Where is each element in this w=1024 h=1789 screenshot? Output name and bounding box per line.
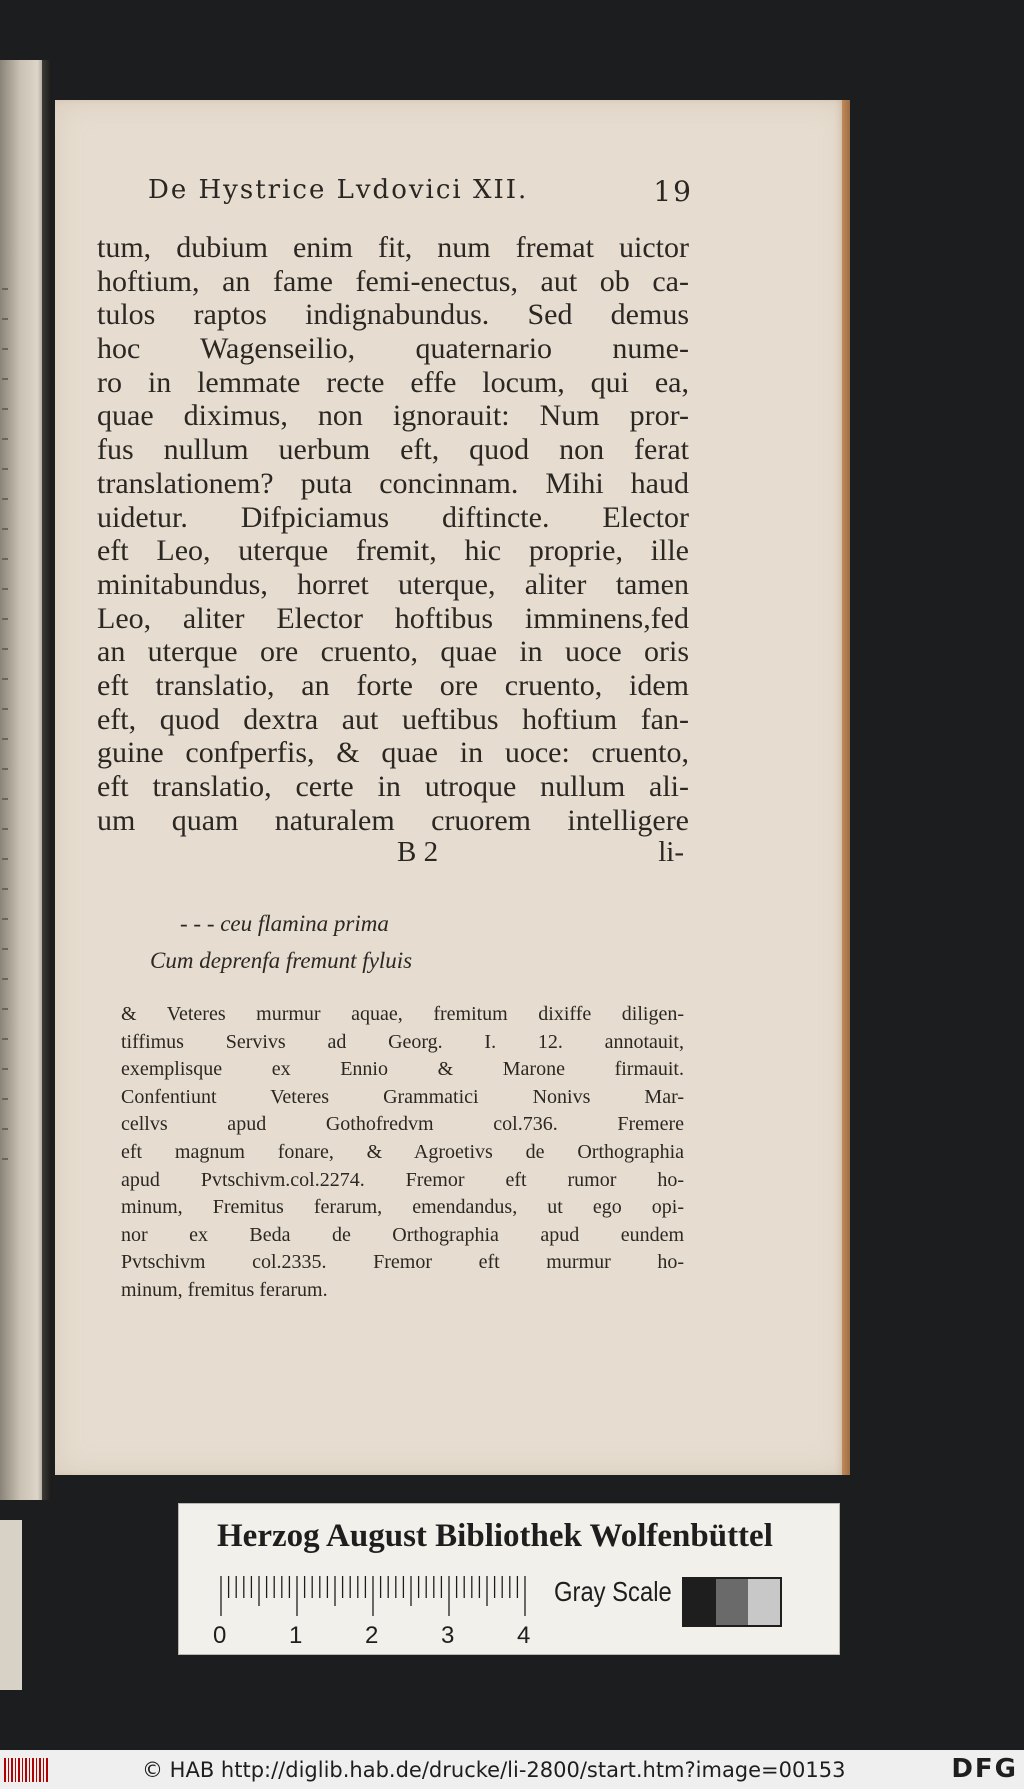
library-name: Herzog August Bibliothek Wolfenbüttel (217, 1518, 773, 1554)
gray-swatch-light (748, 1579, 780, 1625)
note-line: exemplisque ex Ennio & Marone firmauit. (121, 1058, 684, 1081)
text-line: translationem? puta concinnam. Mihi haud (97, 466, 689, 500)
running-header (93, 175, 693, 215)
text-line: ro in lemmate recte effe locum, qui ea, (97, 365, 689, 399)
page-number: 19 (653, 175, 693, 208)
catchword: li- (658, 836, 684, 868)
ruler-number: 3 (441, 1622, 455, 1649)
verse-quote (150, 905, 710, 979)
ruler-number: 0 (213, 1622, 227, 1649)
text-line: Leo, aliter Elector hoftibus imminens,fed (97, 601, 689, 635)
text-line: tulos raptos indignabundus. Sed demus (97, 298, 689, 332)
note-line: tiffimus Servivs ad Georg. I. 12. annotauit, (121, 1030, 684, 1053)
text-line: hoftium, an fame femi-enectus, aut ob ca- (97, 264, 689, 298)
text-line: tum, dubium enim fit, num fremat uictor (97, 231, 689, 264)
gray-scale-swatch (682, 1577, 782, 1627)
note-line: Confentiunt Veteres Grammatici Nonivs Mar- (121, 1085, 684, 1108)
note-line: minum, fremitus ferarum. (121, 1278, 328, 1301)
verse-line: Cum deprenfa fremunt fyluis (150, 948, 413, 973)
text-line: an uterque ore cruento, quae in uoce oris (97, 635, 689, 669)
text-line: uidetur. Difpiciamus diftincte. Elector (97, 500, 689, 534)
main-text (97, 231, 689, 837)
note-line: nor ex Beda de Orthographia apud eundem (121, 1223, 684, 1246)
text-line: fus nullum uerbum eft, quod non ferat (97, 433, 689, 467)
dfg-logo: DFG (951, 1754, 1018, 1784)
text-line: hoc Wagenseilio, quaternario nume- (97, 332, 689, 366)
gray-swatch-mid (716, 1579, 748, 1625)
text-line: quae diximus, non ignorauit: Num pror- (97, 399, 689, 433)
library-color-card (178, 1503, 840, 1655)
note-line: apud Pvtschivm.col.2274. Fremor eft rumor ho- (121, 1168, 684, 1191)
note-line: & Veteres murmur aquae, fremitum dixiffe diligen- (121, 1003, 684, 1025)
gray-scale-label: Gray Scale (554, 1576, 672, 1607)
note-line: minum, Fremitus ferarum, emendandus, ut ego opi- (121, 1196, 684, 1219)
note-line: eft magnum fonare, & Agroetivs de Orthographia (121, 1140, 684, 1163)
note-line: cellvs apud Gothofredvm col.736. Fremere (121, 1113, 684, 1136)
text-line: eft translatio, an forte ore cruento, idem (97, 668, 689, 702)
previous-page-tab (0, 1520, 22, 1690)
footer-bar (0, 1750, 1024, 1789)
text-line: minitabundus, horret uterque, aliter tamen (97, 567, 689, 601)
ruler-number: 1 (289, 1622, 303, 1649)
verse-line: - - - ceu flamina prima (180, 911, 389, 936)
gray-swatch-dark (684, 1579, 716, 1625)
ruler-number: 2 (365, 1622, 379, 1649)
note-line: Pvtschivm col.2335. Fremor eft murmur ho- (121, 1251, 684, 1274)
ruler-number: 4 (517, 1622, 531, 1649)
signature-line (97, 836, 689, 870)
text-line: guine confperfis, & quae in uoce: cruento, (97, 736, 689, 770)
text-line: eft Leo, uterque fremit, hic proprie, ille (97, 534, 689, 568)
text-line: um quam naturalem cruorem intelligere (97, 803, 689, 837)
running-title: De Hystrice Lvdovici XII. (148, 175, 529, 205)
book-spine (42, 60, 52, 1500)
signature-mark: B 2 (397, 836, 439, 868)
text-line: eft translatio, certe in utroque nullum ali- (97, 770, 689, 803)
text-line: eft, quod dextra aut ueftibus hoftium fan- (97, 702, 689, 736)
ruler-scale (219, 1576, 529, 1616)
ruler-numbers (213, 1622, 543, 1648)
footer-url[interactable]: © HAB http://diglib.hab.de/drucke/li-2800/start.htm?image=00153 (142, 1758, 846, 1782)
barcode-icon (4, 1758, 48, 1782)
footnotes (121, 1001, 684, 1305)
page-edge (842, 100, 850, 1475)
